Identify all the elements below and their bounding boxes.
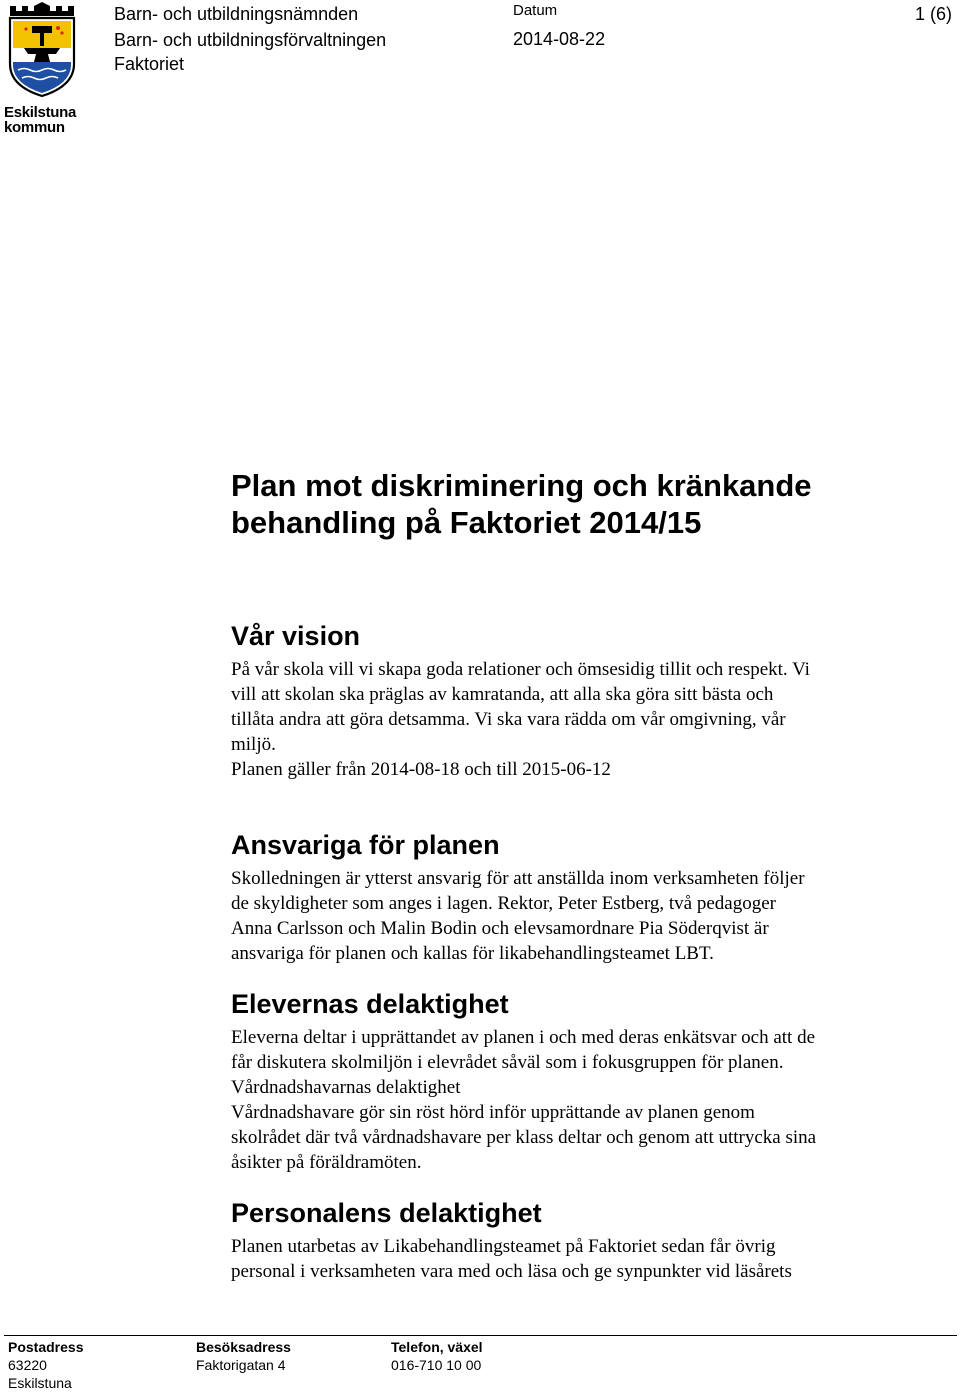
municipality-logo xyxy=(4,2,80,136)
body-line: Planen gäller från 2014-08-18 och till 2015-06-12 xyxy=(231,759,611,780)
section-body xyxy=(231,1025,921,1175)
page-number: 1 (6) xyxy=(915,4,953,24)
body-line: Planen utarbetas av Likabehandlingsteamet på Faktoriet sedan får övrig xyxy=(231,1236,776,1257)
body-line: Skolledningen är ytterst ansvarig för att anställda inom verksamheten följer xyxy=(231,868,805,889)
org-name-line1: Barn- och utbildningsnämnden xyxy=(114,4,359,24)
footer-value: 63220 xyxy=(8,1357,47,1373)
footer-phone xyxy=(391,1338,483,1374)
title-line: Plan mot diskriminering och kränkande xyxy=(231,468,812,503)
footer-value: Faktorigatan 4 xyxy=(196,1357,286,1373)
body-line: Vårdnadshavare gör sin röst hörd inför upprättande av planen genom xyxy=(231,1102,755,1123)
section-elevernas-delaktighet xyxy=(231,988,921,1175)
body-line: personal i verksamheten vara med och läsa och ge synpunkter vid läsårets xyxy=(231,1261,792,1282)
section-personalens-delaktighet xyxy=(231,1197,921,1284)
footer-divider xyxy=(4,1335,957,1336)
footer-value: 016-710 10 00 xyxy=(391,1357,482,1373)
body-line: de skyldigheter som anges i lagen. Rektor, Peter Estberg, två pedagoger xyxy=(231,893,776,914)
section-body xyxy=(231,657,921,782)
logo-text-line1: Eskilstuna xyxy=(4,104,77,121)
body-line: får diskutera skolmiljön i elevrådet såväl som i fokusgruppen för planen. xyxy=(231,1052,784,1073)
title-line: behandling på Faktoriet 2014/15 xyxy=(231,505,702,540)
section-ansvariga xyxy=(231,829,921,966)
document-title xyxy=(231,467,921,541)
section-var-vision xyxy=(231,620,921,782)
org-name-line3: Faktoriet xyxy=(114,54,185,74)
footer-label: Besöksadress xyxy=(196,1339,291,1355)
body-line: miljö. xyxy=(231,734,276,755)
footer-postal-address xyxy=(8,1338,83,1392)
body-line: vill att skolan ska präglas av kamratanda, att alla ska göra sitt bästa och xyxy=(231,684,774,705)
body-line: Anna Carlsson och Malin Bodin och elevsamordnare Pia Söderqvist är xyxy=(231,918,769,939)
body-line: ansvariga för planen och kallas för likabehandlingsteamet LBT. xyxy=(231,943,714,964)
footer-value: Eskilstuna xyxy=(8,1375,72,1391)
section-heading: Personalens delaktighet xyxy=(231,1198,542,1228)
body-line: åsikter på föräldramöten. xyxy=(231,1152,422,1173)
logo-text-line2: kommun xyxy=(4,119,65,136)
section-body xyxy=(231,1234,921,1284)
footer-visiting-address xyxy=(196,1338,291,1374)
section-heading: Vår vision xyxy=(231,621,361,651)
body-line: skolrådet där två vårdnadshavare per klass deltar och genom att uttrycka sina xyxy=(231,1127,817,1148)
body-line: På vår skola vill vi skapa goda relationer och ömsesidig tillit och respekt. Vi xyxy=(231,659,810,680)
coat-of-arms-icon xyxy=(4,2,80,98)
footer-label: Telefon, växel xyxy=(391,1339,483,1355)
date-value: 2014-08-22 xyxy=(513,29,606,49)
date-label: Datum xyxy=(513,2,558,19)
logo-text xyxy=(4,105,80,135)
org-name-line2: Barn- och utbildningsförvaltningen xyxy=(114,30,387,50)
section-body xyxy=(231,866,921,966)
body-line: Eleverna deltar i upprättandet av planen i och med deras enkätsvar och att de xyxy=(231,1027,815,1048)
footer-label: Postadress xyxy=(8,1339,84,1355)
section-heading: Ansvariga för planen xyxy=(231,830,500,860)
section-heading: Elevernas delaktighet xyxy=(231,989,509,1019)
body-line: tillåta andra att göra detsamma. Vi ska vara rädda om vår omgivning, vår xyxy=(231,709,786,730)
body-line: Vårdnadshavarnas delaktighet xyxy=(231,1077,461,1098)
